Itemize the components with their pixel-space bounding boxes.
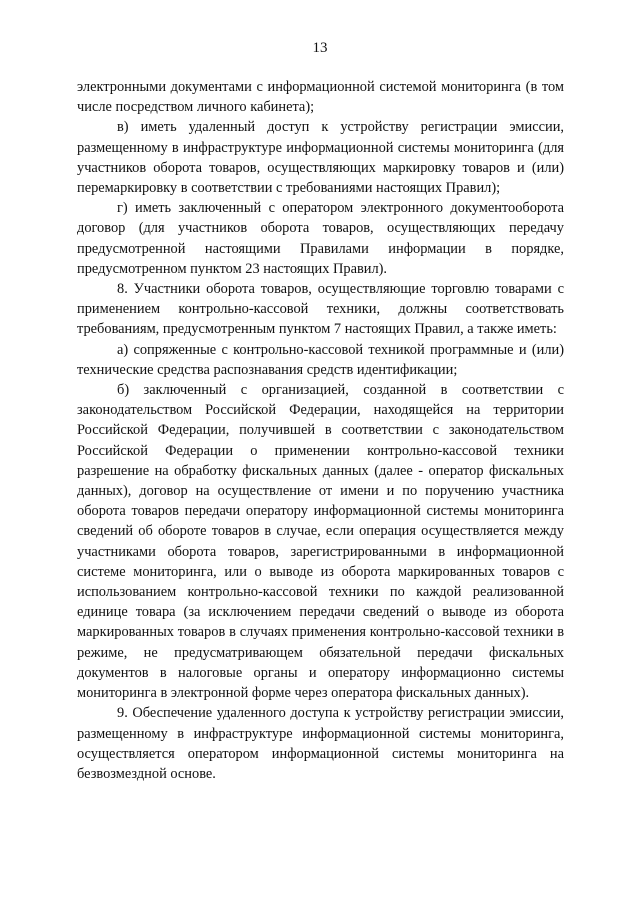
paragraph-clause-9: 9. Обеспечение удаленного доступа к устройству регистрации эмиссии, размещенному в инфраструктуре информационной системы мониторинга, осуществляется оператором информационной системы мониторинга на безвозмездной основе.	[77, 705, 564, 782]
page-number: 13	[312, 40, 328, 56]
paragraph-clause-8: 8. Участники оборота товаров, осуществляющие торговлю товарами с применением контрольно-кассовой техники, должны соответствовать требованиям, предусмотренным пунктом 7 настоящих Правил, а также иметь:	[77, 281, 564, 338]
paragraph-item-v: в) иметь удаленный доступ к устройству регистрации эмиссии, размещенному в инфраструктуре информационной системы мониторинга (для участников оборота товаров, осуществляющих маркировку товаров и (или) перемаркировку в соответствии с требованиями настоящих Правил);	[77, 119, 564, 197]
paragraph-continuation: электронными документами с информационной системой мониторинга (в том числе посредством личного кабинета);	[77, 79, 564, 116]
paragraph-item-g: г) иметь заключенный с оператором электронного документооборота договор (для участников оборота товаров, осуществляющих передачу предусмотренной настоящими Правилами информации в порядке, предусмотренном пунктом 23 настоящих Правил).	[77, 200, 564, 277]
document-body	[77, 77, 564, 784]
paragraph-item-b: б) заключенный с организацией, созданной в соответствии с законодательством Российской Федерации, находящейся на территории Российской Федерации, получившей в соответствии с законодательством Российской Федерации о применении контрольно-кассовой техники разрешение на обработку фискальных данных (далее - оператор фискальных данных), договор на осуществление от имени и по поручению участника оборота товаров передачи оператору информационной системы мониторинга сведений об обороте товаров в случае, если операция осуществляется между участниками оборота товаров, зарегистрированными в информационной системе мониторинга, или о выводе из оборота маркированных товаров с использованием контрольно-кассовой техники по каждой реализованной единице товара (за исключением передачи сведений о выводе из оборота маркированных товаров в случаях применения контрольно-кассовой техники в режиме, не предусматривающем обязательной передачи фискальных документов в налоговые органы и оператору информационно системы мониторинга в электронной форме через оператора фискальных данных).	[77, 382, 564, 702]
paragraph-item-a: а) сопряженные с контрольно-кассовой техникой программные и (или) технические средства распознавания средств идентификации;	[77, 341, 564, 378]
